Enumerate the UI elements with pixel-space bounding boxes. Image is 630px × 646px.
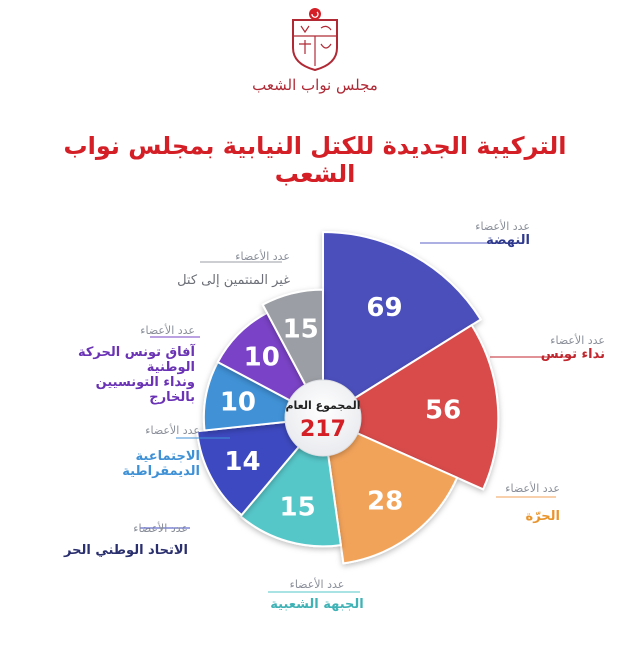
slice-value-label: 15	[282, 314, 319, 345]
page-title: التركيبة الجديدة للكتل النيابية بمجلس نواب الشعب	[63, 132, 567, 188]
slice-value-label: 15	[279, 492, 316, 523]
slice-value-label: 56	[424, 395, 462, 426]
label-afek-tounes: عدد الأعضاء آفاق تونس الحركة الوطنية ونداء التونسيين بالخارج	[77, 324, 195, 405]
label-nidaa-tounes: عدد الأعضاء نداء تونس	[540, 334, 605, 362]
slice-value-label: 10	[243, 342, 280, 373]
label-horra: عدد الأعضاء الحرّة	[505, 482, 560, 524]
center-label: المجموع العام	[285, 399, 361, 412]
slice-value-label: 14	[224, 446, 261, 477]
label-ennahda: عدد الأعضاء النهضة	[475, 220, 530, 248]
slice-value-label: 69	[366, 293, 403, 324]
center-total-badge	[285, 380, 361, 456]
label-independents: عدد الأعضاء غير المنتمين إلى كتل	[177, 250, 290, 288]
label-front-populaire: عدد الأعضاء الجبهة الشعبية	[270, 578, 364, 612]
slice-value-label: 10	[219, 387, 257, 418]
label-upl: عدد الأعضاء الاتحاد الوطني الحر	[64, 522, 188, 558]
label-social-democrat: عدد الأعضاء الاجتماعية الديمقراطية	[122, 424, 200, 479]
slice-value-label: 28	[367, 486, 404, 517]
assembly-name: مجلس نواب الشعب	[252, 76, 378, 94]
center-total: 217	[300, 417, 346, 442]
